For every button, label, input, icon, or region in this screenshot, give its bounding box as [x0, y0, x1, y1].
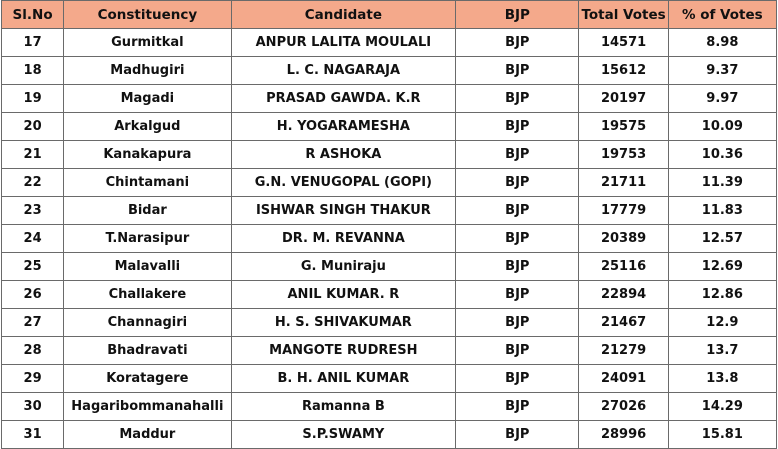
cell-candidate: H. S. SHIVAKUMAR	[231, 309, 456, 337]
cell-constituency: Bidar	[64, 197, 231, 225]
cell-party: BJP	[456, 29, 579, 57]
header-percent-votes: % of Votes	[668, 1, 776, 29]
cell-constituency: Bhadravati	[64, 337, 231, 365]
cell-party: BJP	[456, 85, 579, 113]
cell-total-votes: 27026	[579, 393, 668, 421]
cell-percent-votes: 12.86	[668, 281, 776, 309]
cell-sl-no: 28	[2, 337, 64, 365]
cell-total-votes: 25116	[579, 253, 668, 281]
cell-constituency: Hagaribommanahalli	[64, 393, 231, 421]
cell-party: BJP	[456, 281, 579, 309]
cell-constituency: Malavalli	[64, 253, 231, 281]
cell-sl-no: 18	[2, 57, 64, 85]
cell-candidate: ANPUR LALITA MOULALI	[231, 29, 456, 57]
cell-constituency: Chintamani	[64, 169, 231, 197]
cell-party: BJP	[456, 113, 579, 141]
cell-party: BJP	[456, 57, 579, 85]
table-row	[2, 113, 777, 141]
cell-constituency: Magadi	[64, 85, 231, 113]
cell-candidate: G.N. VENUGOPAL (GOPI)	[231, 169, 456, 197]
cell-total-votes: 28996	[579, 421, 668, 449]
cell-party: BJP	[456, 309, 579, 337]
cell-candidate: Ramanna B	[231, 393, 456, 421]
cell-candidate: B. H. ANIL KUMAR	[231, 365, 456, 393]
cell-total-votes: 24091	[579, 365, 668, 393]
cell-sl-no: 24	[2, 225, 64, 253]
cell-constituency: Kanakapura	[64, 141, 231, 169]
cell-candidate: R ASHOKA	[231, 141, 456, 169]
cell-percent-votes: 13.8	[668, 365, 776, 393]
cell-total-votes: 21467	[579, 309, 668, 337]
cell-percent-votes: 12.9	[668, 309, 776, 337]
table-row	[2, 253, 777, 281]
table-row	[2, 309, 777, 337]
header-sl-no: Sl.No	[2, 1, 64, 29]
cell-percent-votes: 11.83	[668, 197, 776, 225]
table-row	[2, 169, 777, 197]
cell-total-votes: 22894	[579, 281, 668, 309]
cell-candidate: PRASAD GAWDA. K.R	[231, 85, 456, 113]
cell-candidate: S.P.SWAMY	[231, 421, 456, 449]
table-row	[2, 337, 777, 365]
cell-percent-votes: 13.7	[668, 337, 776, 365]
cell-constituency: Madhugiri	[64, 57, 231, 85]
cell-total-votes: 17779	[579, 197, 668, 225]
cell-percent-votes: 10.36	[668, 141, 776, 169]
header-constituency: Constituency	[64, 1, 231, 29]
cell-party: BJP	[456, 225, 579, 253]
cell-candidate: MANGOTE RUDRESH	[231, 337, 456, 365]
table-row	[2, 57, 777, 85]
cell-candidate: ANIL KUMAR. R	[231, 281, 456, 309]
cell-constituency: Arkalgud	[64, 113, 231, 141]
cell-candidate: G. Muniraju	[231, 253, 456, 281]
cell-sl-no: 25	[2, 253, 64, 281]
cell-party: BJP	[456, 365, 579, 393]
cell-sl-no: 19	[2, 85, 64, 113]
cell-party: BJP	[456, 337, 579, 365]
cell-candidate: DR. M. REVANNA	[231, 225, 456, 253]
table-row	[2, 197, 777, 225]
header-candidate: Candidate	[231, 1, 456, 29]
table-row	[2, 29, 777, 57]
cell-candidate: H. YOGARAMESHA	[231, 113, 456, 141]
table-row	[2, 85, 777, 113]
table-row	[2, 141, 777, 169]
cell-percent-votes: 11.39	[668, 169, 776, 197]
cell-party: BJP	[456, 141, 579, 169]
cell-total-votes: 15612	[579, 57, 668, 85]
cell-sl-no: 17	[2, 29, 64, 57]
results-table	[1, 0, 777, 449]
cell-sl-no: 21	[2, 141, 64, 169]
cell-party: BJP	[456, 253, 579, 281]
header-total-votes: Total Votes	[579, 1, 668, 29]
cell-constituency: Challakere	[64, 281, 231, 309]
cell-party: BJP	[456, 169, 579, 197]
cell-sl-no: 20	[2, 113, 64, 141]
cell-percent-votes: 9.97	[668, 85, 776, 113]
table-body	[2, 29, 777, 449]
cell-total-votes: 19575	[579, 113, 668, 141]
cell-constituency: Gurmitkal	[64, 29, 231, 57]
cell-party: BJP	[456, 421, 579, 449]
cell-sl-no: 27	[2, 309, 64, 337]
cell-sl-no: 26	[2, 281, 64, 309]
cell-sl-no: 31	[2, 421, 64, 449]
cell-constituency: T.Narasipur	[64, 225, 231, 253]
cell-total-votes: 19753	[579, 141, 668, 169]
cell-constituency: Koratagere	[64, 365, 231, 393]
table-row	[2, 393, 777, 421]
cell-percent-votes: 10.09	[668, 113, 776, 141]
cell-percent-votes: 14.29	[668, 393, 776, 421]
cell-total-votes: 20389	[579, 225, 668, 253]
cell-total-votes: 21279	[579, 337, 668, 365]
cell-sl-no: 29	[2, 365, 64, 393]
cell-percent-votes: 12.57	[668, 225, 776, 253]
cell-party: BJP	[456, 197, 579, 225]
header-row	[2, 1, 777, 29]
cell-percent-votes: 12.69	[668, 253, 776, 281]
table-row	[2, 421, 777, 449]
cell-percent-votes: 15.81	[668, 421, 776, 449]
table-row	[2, 365, 777, 393]
cell-total-votes: 14571	[579, 29, 668, 57]
cell-candidate: ISHWAR SINGH THAKUR	[231, 197, 456, 225]
cell-constituency: Channagiri	[64, 309, 231, 337]
cell-party: BJP	[456, 393, 579, 421]
cell-sl-no: 23	[2, 197, 64, 225]
cell-sl-no: 22	[2, 169, 64, 197]
cell-percent-votes: 9.37	[668, 57, 776, 85]
cell-candidate: L. C. NAGARAJA	[231, 57, 456, 85]
table-row	[2, 225, 777, 253]
cell-percent-votes: 8.98	[668, 29, 776, 57]
table-row	[2, 281, 777, 309]
cell-total-votes: 20197	[579, 85, 668, 113]
cell-constituency: Maddur	[64, 421, 231, 449]
header-party: BJP	[456, 1, 579, 29]
cell-sl-no: 30	[2, 393, 64, 421]
table-header	[2, 1, 777, 29]
cell-total-votes: 21711	[579, 169, 668, 197]
